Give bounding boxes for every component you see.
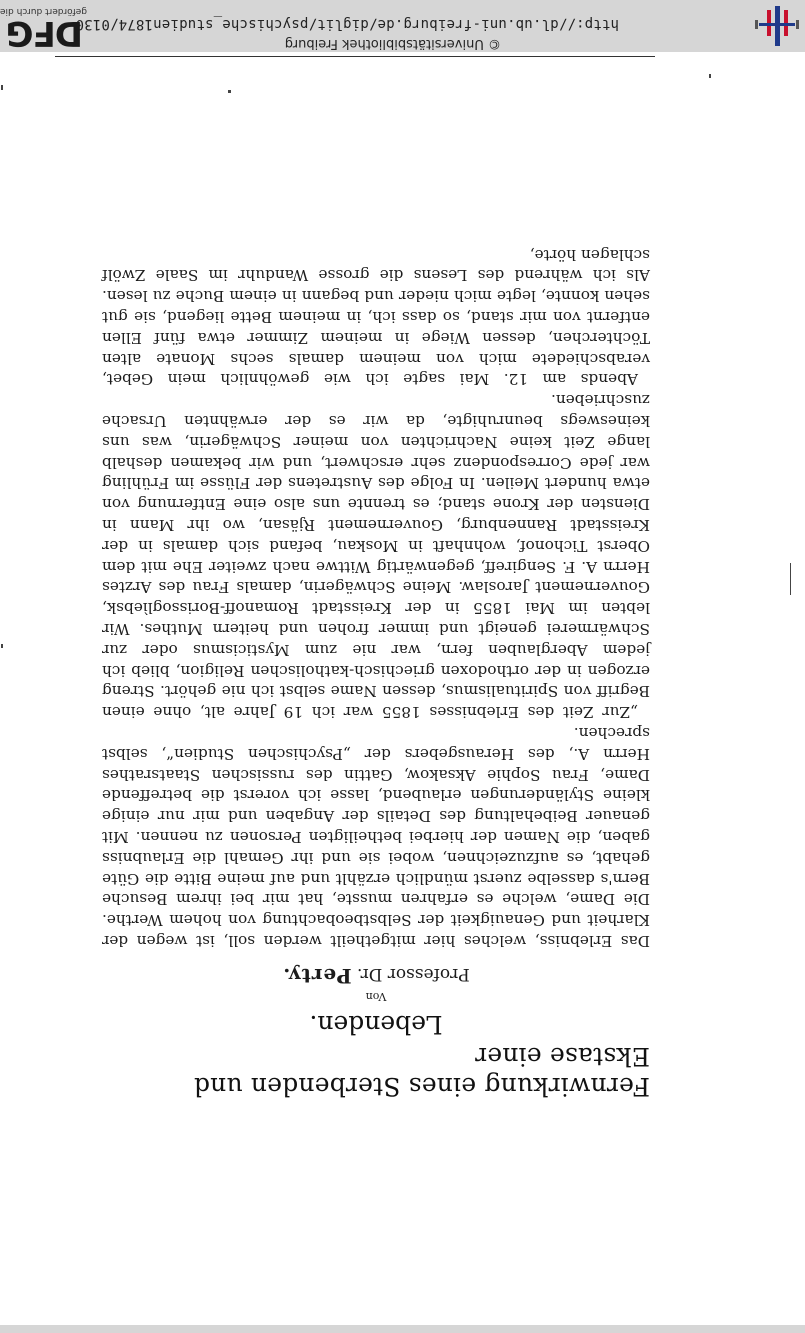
dfg-logo-subtitle: gefördert durch die bbox=[0, 6, 87, 16]
scan-header-bar bbox=[0, 0, 805, 52]
paragraph: Abends am 12. Mai sagte ich wie gewöhnlich mein Gebet, verabschiedete mich von meinem damals sechs Monate alten Töchterchen, dessen Wiege in meinem Zimmer etwa fünf Ellen entfernt von mir stand, so dass ich, in meinem Bette liegend, sie gut sehen konnte, legte mich nieder und begann in einem Buche zu lesen. Als ich während des Lesens die grosse Wanduhr im Saale Zwölf schlagen hörte, bbox=[102, 245, 650, 389]
permalink-url[interactable]: http://dl.ub.uni-freiburg.de/diglit/psychische_studien1874/0130 bbox=[75, 16, 619, 32]
author-byline bbox=[102, 963, 650, 987]
scan-mark bbox=[790, 563, 791, 595]
paragraph: „Zur Zeit des Erlebnisses 1855 war ich 19 Jahre alt, ohne einen Begriff von Spiritualismus, dessen Name selbst ich nie gehört. Streng erzogen in der orthodoxen griechisch-katholischen Religion, blieb ich jedem Aberglauben fern, war nie zum Mysticismus oder zur Schwärmerei geneigt und immer frohen und heitern Muthes. Wir lebten im Mai 1855 in der Kreisstadt Romanoff-Borissoglìebsk, Gouvernement Jaroslaw. Meine Schwägerin, damals Frau des Arztes Herrn A. F. Sengireff, gegenwärtig Wittwe nach zweiter Ehe mit dem Oberst Tichonof, wohnhaft in Moskau, befand sich damals in der Kreisstadt Rannenburg, Gouvernement Rjäsan, wo ihr Mann in Diensten der Krone stand; es trennte uns also eine Entfernung von etwa hundert Meilen. In Folge des Austretens der Flüsse im Frühling war jede Correspondenz sehr erschwert, und wir bekamen deshalb lange Zeit keine Nachrichten von meiner Schwägerin, was uns keineswegs beunruhigte, da wir es der erwähnten Ursache zuschrieben. bbox=[102, 391, 650, 722]
viewer-bottom-strip bbox=[0, 1325, 805, 1333]
scan-mark bbox=[709, 74, 711, 78]
dfg-logo-block bbox=[0, 0, 89, 52]
author-name: Perty. bbox=[282, 964, 352, 988]
dfg-logo-icon: DFG bbox=[6, 13, 83, 53]
scan-mark bbox=[228, 90, 231, 93]
article-title: Fernwirkung eines Sterbenden und Ekstase einer bbox=[193, 1042, 650, 1101]
article-body bbox=[102, 244, 650, 1101]
header-rule bbox=[55, 56, 655, 57]
byline-von: Von bbox=[365, 990, 387, 1003]
article-title-continued: Lebenden. bbox=[309, 1010, 443, 1039]
paragraph: Das Erlebniss, welches hier mitgetheilt werden soll, ist wegen der Klarheit und Genauigkeit der Selbstbeobachtung von hohem Werthe. Die Dame, welche es erfahren musste, hat mir bei ihrem Besuche Bern's dasselbe zuerst mündlich erzählt und auf meine Bitte die Güte gehabt, es aufzuzeichnen, wobei sie und ihr Gemahl die Erlaubniss gaben, die Namen der hierbei betheiligten Personen zu nennen. Mit genauer Beibehaltung des Details der Angaben und mir nur einige kleine Styländerungen erlaubend, lasse ich vorerst die betreffende Dame, Frau Sophie Aksakow, Gattin des russischen Staatsrathes Herrn A., des Herausgebers der „Psychischen Studien“, selbst sprechen. bbox=[102, 724, 650, 950]
university-library-logo-icon bbox=[749, 4, 805, 48]
scan-mark bbox=[1, 85, 3, 90]
copyright-notice: © Universitätsbibliothek Freiburg bbox=[284, 36, 501, 51]
scan-mark bbox=[1, 644, 3, 648]
author-title: Professor Dr. bbox=[351, 964, 470, 984]
